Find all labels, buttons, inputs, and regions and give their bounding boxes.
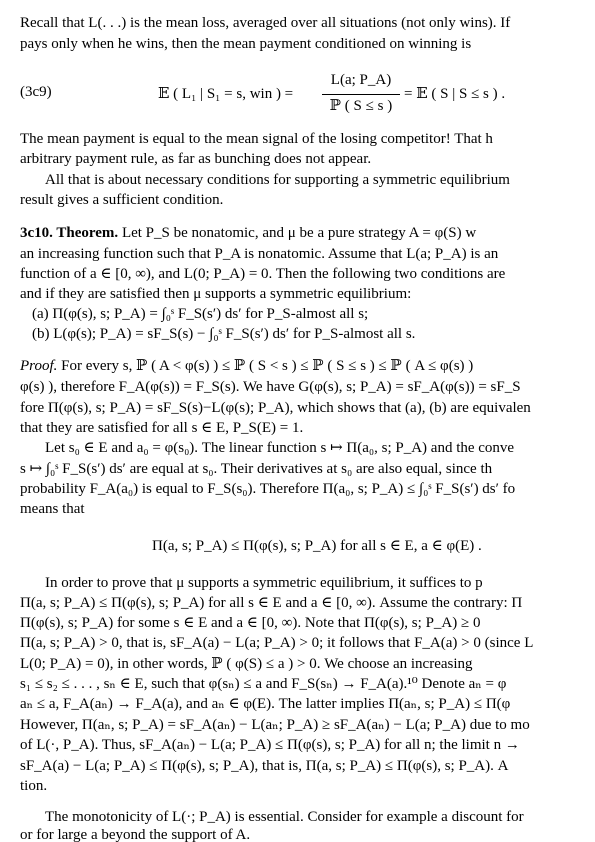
- proof-line-13: L(0; P_A) = 0), in other words, ℙ ( φ(S) ≤ a ) > 0. We choose an increasing: [20, 656, 473, 672]
- proof-line-8: means that: [20, 501, 85, 517]
- equation-rhs: = 𝔼 ( S | S ≤ s ) .: [404, 86, 506, 102]
- proof-line-1: [20, 357, 473, 376]
- para1-line-3: All that is about necessary conditions for supporting a symmetric equilibrium: [45, 172, 510, 188]
- equation-lhs: 𝔼 ( L₁ | S₁ = s, win ) =: [158, 86, 294, 102]
- fraction-bar: [322, 94, 400, 95]
- equation-number: (3c9): [20, 84, 52, 100]
- proof-line-12: Π(a, s; P_A) > 0, that is, sF_A(a) − L(a; P_A) > 0; it follows that F_A(a) > 0 (since L: [20, 635, 534, 651]
- proof-line-11: Π(φ(s), s; P_A) for some s ∈ E and a ∈ [0, ∞). Note that Π(φ(s), s; P_A) ≥ 0: [20, 615, 481, 631]
- proof-line-6: s ↦ ∫₀ˢ F_S(s′) ds′ are equal at s₀. Their derivatives at s₀ are also equal, since th: [20, 461, 493, 477]
- theorem-line-1: [20, 224, 476, 243]
- proof-line-2: φ(s) ), therefore F_A(φ(s)) = F_S(s). We have G(φ(s), s; P_A) = sF_A(φ(s)) = sF_S: [20, 379, 521, 395]
- proof-line-9: In order to prove that μ supports a symmetric equilibrium, it suffices to p: [45, 575, 483, 591]
- intro-line-1: Recall that L(. . .) is the mean loss, averaged over all situations (not only wins). If: [20, 15, 511, 31]
- proof-label: Proof.: [20, 358, 58, 374]
- proof-line-16: However, Π(aₙ, s; P_A) = sF_A(aₙ) − L(aₙ; P_A) ≥ sF_A(aₙ) − L(a; P_A) due to mo: [20, 717, 530, 733]
- intro-line-2: pays only when he wins, then the mean payment conditioned on winning is: [20, 36, 472, 52]
- proof-line-7: probability F_A(a₀) is equal to F_S(s₀). Therefore Π(a₀, s; P_A) ≤ ∫₀ˢ F_S(s′) ds′ fo: [20, 481, 516, 497]
- proof-line-18: sF_A(a) − L(a; P_A) ≤ Π(φ(s), s; P_A), that is, Π(a, s; P_A) ≤ Π(φ(s), s; P_A). A: [20, 758, 509, 774]
- theorem-line-2: an increasing function such that P_A is nonatomic. Assume that L(a; P_A) is an: [20, 246, 499, 262]
- theorem-condition-b: (b) L(φ(s); P_A) = sF_S(s) − ∫₀ˢ F_S(s′) ds′ for P_S-almost all s.: [32, 326, 416, 342]
- proof-line-14: s₁ ≤ s₂ ≤ . . . , sₙ ∈ E, such that φ(sₙ) ≤ a and F_S(sₙ) → F_A(a).¹⁰ Denote aₙ = φ: [20, 676, 507, 692]
- theorem-line-4: and if they are satisfied then μ supports a symmetric equilibrium:: [20, 286, 412, 302]
- display-inequality: Π(a, s; P_A) ≤ Π(φ(s), s; P_A) for all s ∈ E, a ∈ φ(E) .: [152, 538, 482, 554]
- proof-line-4: that they are satisfied for all s ∈ E, P_S(E) = 1.: [20, 420, 304, 436]
- para1-line-1: The mean payment is equal to the mean signal of the losing competitor! That h: [20, 131, 493, 147]
- proof-line-17: of L(·, P_A). Thus, sF_A(aₙ) − L(a; P_A) ≤ Π(φ(s), s; P_A) for all n; the limit n →: [20, 737, 520, 753]
- para1-line-2: arbitrary payment rule, as far as bunching does not appear.: [20, 151, 372, 167]
- theorem-condition-a: (a) Π(φ(s), s; P_A) = ∫₀ˢ F_S(s′) ds′ for P_S-almost all s;: [32, 306, 369, 322]
- equation-denominator: ℙ ( S ≤ s ): [329, 98, 393, 114]
- proof-line-5: Let s₀ ∈ E and a₀ = φ(s₀). The linear function s ↦ Π(a₀, s; P_A) and the conve: [45, 440, 515, 456]
- para1-line-4: result gives a sufficient condition.: [20, 192, 224, 208]
- theorem-label: 3c10. Theorem.: [20, 225, 119, 241]
- theorem-line-3: function of a ∈ [0, ∞), and L(0; P_A) = 0. Then the following two conditions are: [20, 266, 506, 282]
- theorem-text-1: Let P_S be nonatomic, and μ be a pure strategy A = φ(S) w: [121, 225, 477, 241]
- proof-text-1: For every s, ℙ ( A < φ(s) ) ≤ ℙ ( S < s ) ≤ ℙ ( S ≤ s ) ≤ ℙ ( A ≤ φ(s) ): [61, 358, 474, 374]
- final-line-1: The monotonicity of L(·; P_A) is essential. Consider for example a discount for: [45, 809, 524, 825]
- equation-numerator: L(a; P_A): [330, 72, 392, 88]
- proof-line-19: tion.: [20, 778, 48, 794]
- proof-line-15: aₙ ≤ a, F_A(aₙ) → F_A(a), and aₙ ∈ φ(E). The latter implies Π(aₙ, s; P_A) ≤ Π(φ: [20, 696, 511, 712]
- final-line-2: or for large a beyond the support of A.: [20, 827, 251, 842]
- proof-line-3: fore Π(φ(s), s; P_A) = sF_S(s)−L(φ(s); P_A), which shows that (a), (b) are equivalen: [20, 400, 531, 416]
- proof-line-10: Π(a, s; P_A) ≤ Π(φ(s), s; P_A) for all s ∈ E and a ∈ [0, ∞). Assume the contrary: Π: [20, 595, 523, 611]
